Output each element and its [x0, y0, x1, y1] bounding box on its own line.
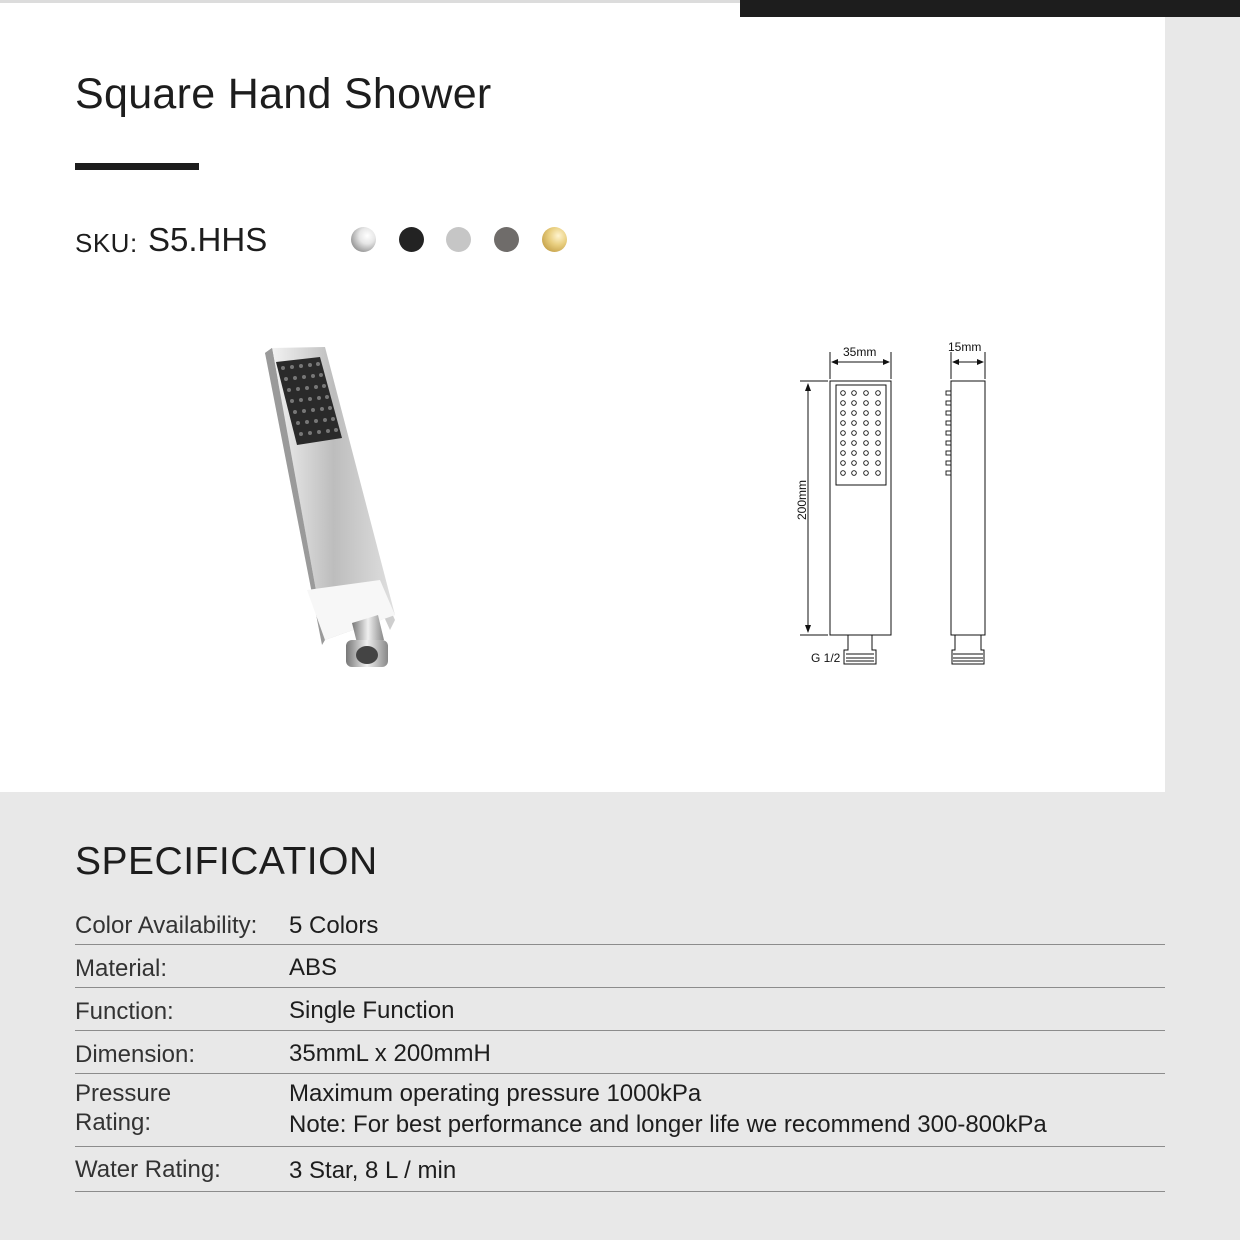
spec-label: Water Rating:	[75, 1156, 221, 1183]
sku-value: S5.HHS	[148, 221, 268, 258]
spec-value: 5 Colors	[289, 912, 379, 939]
spec-label: Function:	[75, 998, 174, 1025]
thread-label: G 1/2	[811, 651, 841, 665]
spec-label: Material:	[75, 955, 168, 982]
spec-value: 3 Star, 8 L / min	[289, 1157, 457, 1184]
spec-value-line: Note: For best performance and longer life we recommend 300-800kPa	[289, 1111, 1047, 1138]
dimension-depth: 15mm	[948, 340, 982, 354]
spec-row-pressure	[75, 1074, 1165, 1147]
spec-label: Color Availability:	[75, 912, 258, 939]
spec-row-material	[75, 945, 1165, 988]
specification-title: SPECIFICATION	[75, 840, 378, 883]
page-title: Square Hand Shower	[75, 70, 492, 118]
spec-row-dimension	[75, 1031, 1165, 1074]
spec-value-line: Maximum operating pressure 1000kPa	[289, 1080, 702, 1107]
dimension-width: 35mm	[843, 345, 877, 359]
drawing-nozzles	[841, 391, 881, 476]
spec-value: Single Function	[289, 997, 455, 1024]
spec-row-water	[75, 1147, 1165, 1192]
product-photo	[250, 335, 420, 680]
swatch-matte-black[interactable]	[399, 227, 424, 252]
spec-row-color	[75, 906, 1165, 945]
right-margin-strip	[1165, 17, 1240, 792]
spec-value: ABS	[289, 954, 338, 981]
top-accent-bar	[740, 0, 1240, 17]
sku-label: SKU:	[75, 228, 138, 258]
spec-row-function	[75, 988, 1165, 1031]
hand-shower-body	[265, 347, 395, 645]
front-view-outline	[830, 381, 891, 635]
spec-label: Dimension:	[75, 1041, 196, 1068]
side-view-outline	[951, 381, 985, 635]
swatch-brushed-gold[interactable]	[542, 227, 567, 252]
header-background	[0, 3, 740, 17]
title-underline	[75, 163, 199, 170]
spec-value: 35mmL x 200mmH	[289, 1040, 491, 1067]
spec-label-line: Rating:	[75, 1109, 152, 1136]
swatch-gunmetal[interactable]	[494, 227, 519, 252]
swatch-chrome[interactable]	[351, 227, 376, 252]
swatch-brushed-nickel[interactable]	[446, 227, 471, 252]
technical-drawing	[780, 330, 1020, 680]
spec-label-line: Pressure	[75, 1080, 172, 1107]
dimension-height: 200mm	[795, 479, 809, 520]
